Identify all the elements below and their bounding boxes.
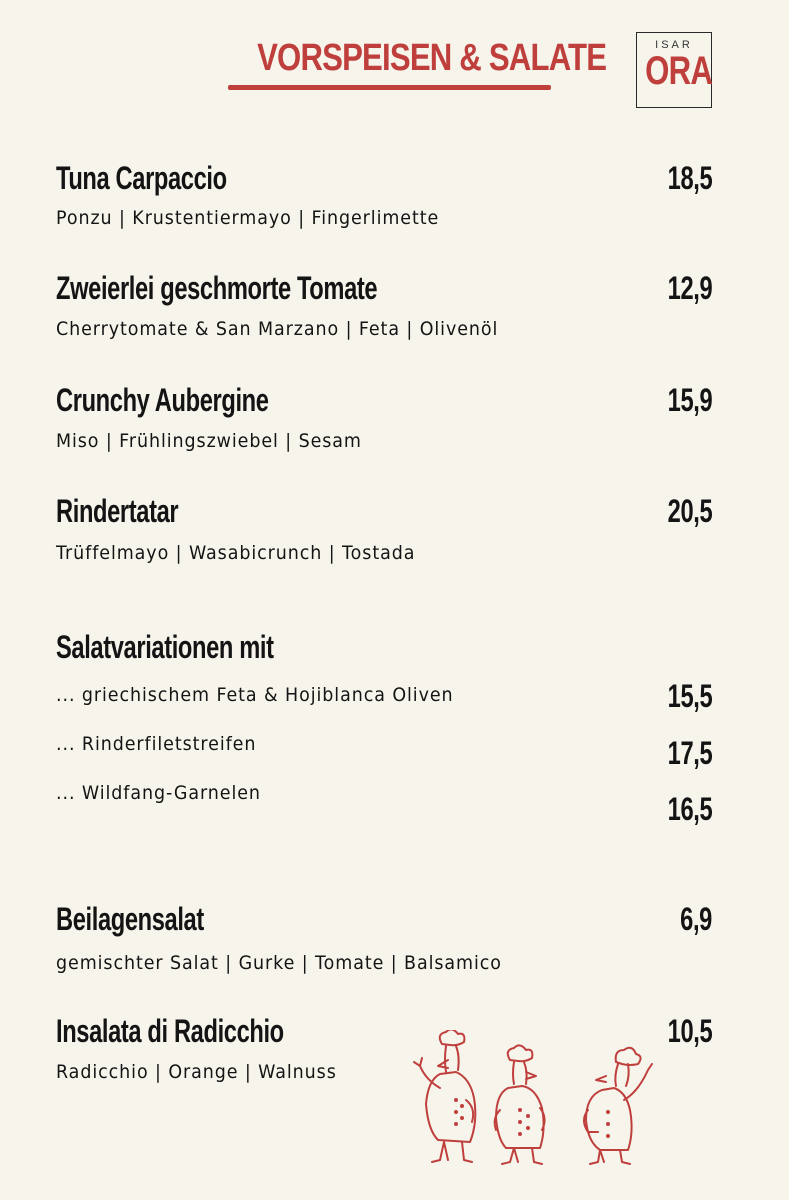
dish-name: Crunchy Aubergine: [56, 382, 269, 418]
dish-description: Trüffelmayo | Wasabicrunch | Tostada: [56, 542, 416, 564]
dish-price: 6,9: [680, 901, 712, 937]
restaurant-logo: [636, 32, 712, 108]
dish-description: Radicchio | Orange | Walnuss: [56, 1061, 337, 1083]
dish-description: Cherrytomate & San Marzano | Feta | Olivenöl: [56, 318, 499, 340]
logo-main-text: ORA: [645, 49, 713, 93]
dish-description: Ponzu | Krustentiermayo | Fingerlimette: [56, 207, 440, 229]
dish-price: 15,9: [667, 382, 712, 418]
chef-illustration-left: [414, 1030, 475, 1162]
dish-name: Rindertatar: [56, 493, 179, 529]
dish-description: Miso | Frühlingszwiebel | Sesam: [56, 430, 362, 452]
dish-name: Tuna Carpaccio: [56, 160, 227, 196]
dish-name: Zweierlei geschmorte Tomate: [56, 270, 378, 306]
title-underline: [228, 85, 551, 90]
salad-option-price: 17,5: [667, 735, 712, 771]
chef-illustration-right: [584, 1048, 652, 1164]
dish-price: 12,9: [667, 270, 712, 306]
salad-heading: Salatvariationen mit: [56, 629, 274, 665]
dish-name: Beilagensalat: [56, 901, 204, 937]
salad-option: ... griechischem Feta & Hojiblanca Oliven: [56, 684, 454, 706]
dish-price: 10,5: [667, 1013, 712, 1049]
dish-name: Insalata di Radicchio: [56, 1013, 284, 1049]
dish-price: 20,5: [667, 493, 712, 529]
salad-option: ... Rinderfiletstreifen: [56, 733, 257, 755]
chef-illustration-middle: [495, 1045, 545, 1164]
dish-description: gemischter Salat | Gurke | Tomate | Balsamico: [56, 952, 502, 974]
logo-top-text: ISAR: [655, 39, 693, 51]
salad-option: ... Wildfang-Garnelen: [56, 782, 261, 804]
dish-price: 18,5: [667, 160, 712, 196]
salad-option-price: 16,5: [667, 791, 712, 827]
three-chefs-icon: [400, 1030, 660, 1170]
menu-title: VORSPEISEN & SALATE: [257, 37, 607, 79]
salad-option-price: 15,5: [667, 678, 712, 714]
